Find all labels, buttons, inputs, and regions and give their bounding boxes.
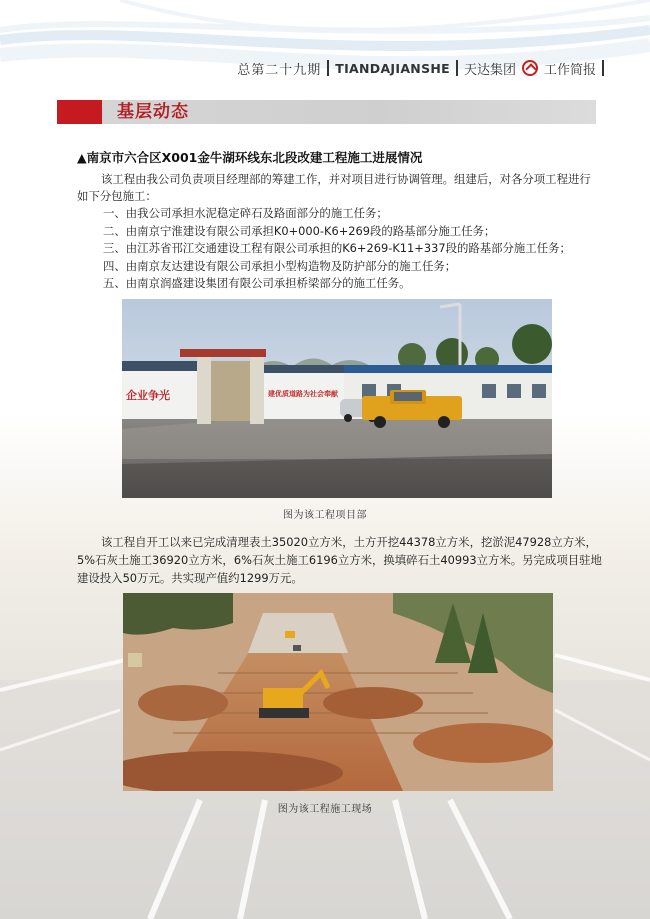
project-office-photo xyxy=(122,299,552,498)
section-title: 基层动态 xyxy=(117,102,189,122)
list-item: 五、由南京润盛建设集团有限公司承担桥梁部分的施工任务。 xyxy=(103,276,411,291)
section-accent-block xyxy=(57,100,102,124)
issue-number: 总第二十九期 xyxy=(237,62,322,78)
publication-name: 工作简报 xyxy=(543,62,596,78)
header-divider xyxy=(327,60,329,76)
header-swoosh-decoration xyxy=(0,0,650,110)
subcontract-list xyxy=(77,205,571,293)
header-divider xyxy=(456,60,458,76)
page-header xyxy=(237,58,604,78)
progress-paragraph: 该工程自开工以来已完成清理表土35020立方米，土方开挖44378立方米，挖淤泥47928立方米，5%石灰土施工36920立方米，6%石灰土施工6196立方米，换填碎石土40993立方米。另完成项目驻地建设投入50万元。共实现产值约1299万元。 xyxy=(77,535,602,585)
wall-slogan-left: 企业争光 xyxy=(126,389,170,402)
brand-latin-name: TIANDAJIANSHE xyxy=(335,60,450,76)
wall-slogan-right: 建优质道路为社会奉献 xyxy=(268,389,338,398)
list-item: 四、由南京友达建设有限公司承担小型构造物及防护部分的施工任务； xyxy=(103,258,457,273)
company-logo-icon xyxy=(522,60,538,76)
section-heading-bar xyxy=(57,100,596,124)
company-name: 天达集团 xyxy=(463,62,516,78)
header-divider xyxy=(602,60,604,76)
construction-site-photo xyxy=(123,593,553,791)
list-item: 一、由我公司承担水泥稳定碎石及路面部分的施工任务； xyxy=(103,206,388,220)
list-item: 三、由江苏省邗江交通建设工程有限公司承担的K6+269-K11+337段的路基部分施工任务； xyxy=(103,241,571,256)
article-intro: 该工程由我公司负责项目经理部的筹建工作，并对项目进行协调管理。组建后，对各分项工程进行如下分包施工： xyxy=(77,172,591,203)
list-item: 二、由南京宁淮建设有限公司承担K0+000-K6+269段的路基部分施工任务； xyxy=(103,223,496,238)
photo-caption: 图为该工程施工现场 xyxy=(277,804,373,815)
photo-caption: 图为该工程项目部 xyxy=(283,510,367,521)
article-title: ▲南京市六合区X001金牛湖环线东北段改建工程施工进展情况 xyxy=(77,150,423,165)
